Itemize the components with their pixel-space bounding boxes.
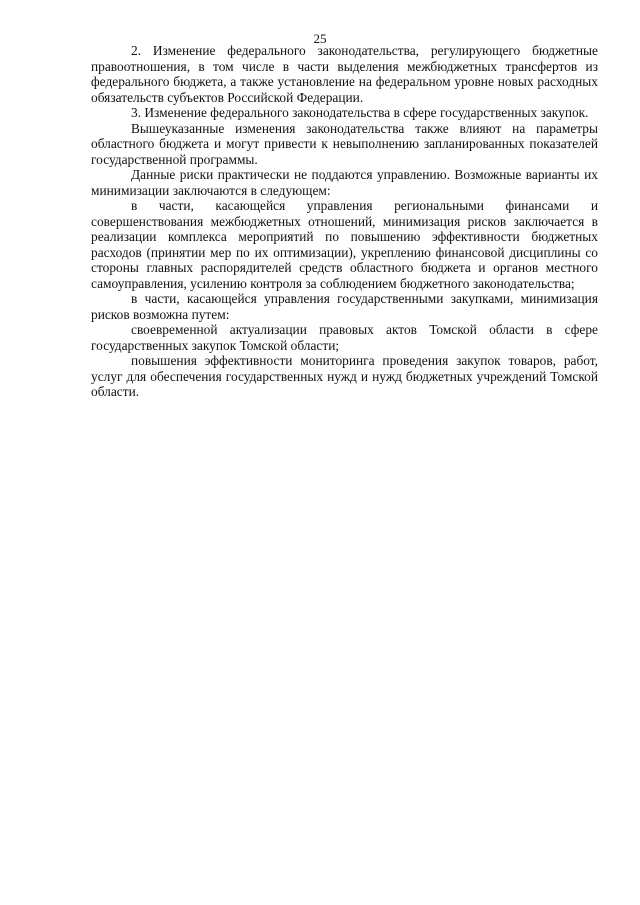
paragraph-impact-on-budget: Вышеуказанные изменения законодательства также влияют на параметры областного бюджета и могут привести к невыполнению запланированных показателей государственной программы. xyxy=(91,120,598,167)
paragraph-procurement-legislation: 3. Изменение федерального законодательства в сфере государственных закупок. xyxy=(131,105,589,120)
page-number: 25 xyxy=(313,31,327,46)
paragraph-procurement-measures-intro: в части, касающейся управления государственными закупками, минимизация рисков возможна путем: xyxy=(91,291,598,322)
document-body xyxy=(91,43,598,400)
paragraph-regional-finance-measures: в части, касающейся управления региональными финансами и совершенствования межбюджетных отношений, минимизация рисков заключается в реализации комплекса мероприятий по повышению эффективности бюджетных расходов (принятии мер по их оптимизации), укреплению финансовой дисциплины со стороны главных распорядителей средств областного бюджета и органов местного самоуправления, усилению контроля за соблюдением бюджетного законодательства; xyxy=(91,198,598,291)
paragraph-monitoring-efficiency: повышения эффективности мониторинга проведения закупок товаров, работ, услуг для обеспечения государственных нужд и нужд бюджетных учреждений Томской области. xyxy=(91,353,598,399)
paragraph-federal-budget-legislation: 2. Изменение федерального законодательства, регулирующего бюджетные правоотношения, в том числе в части выделения межбюджетных трансфертов из федерального бюджета, а также установление на федеральном уровне новых расходных обязательств субъектов Российской Федерации. xyxy=(91,43,598,105)
paragraph-risk-minimization-intro: Данные риски практически не поддаются управлению. Возможные варианты их минимизации заключаются в следующем: xyxy=(91,167,598,198)
paragraph-legal-acts-update: своевременной актуализации правовых актов Томской области в сфере государственных закупок Томской области; xyxy=(91,322,598,353)
